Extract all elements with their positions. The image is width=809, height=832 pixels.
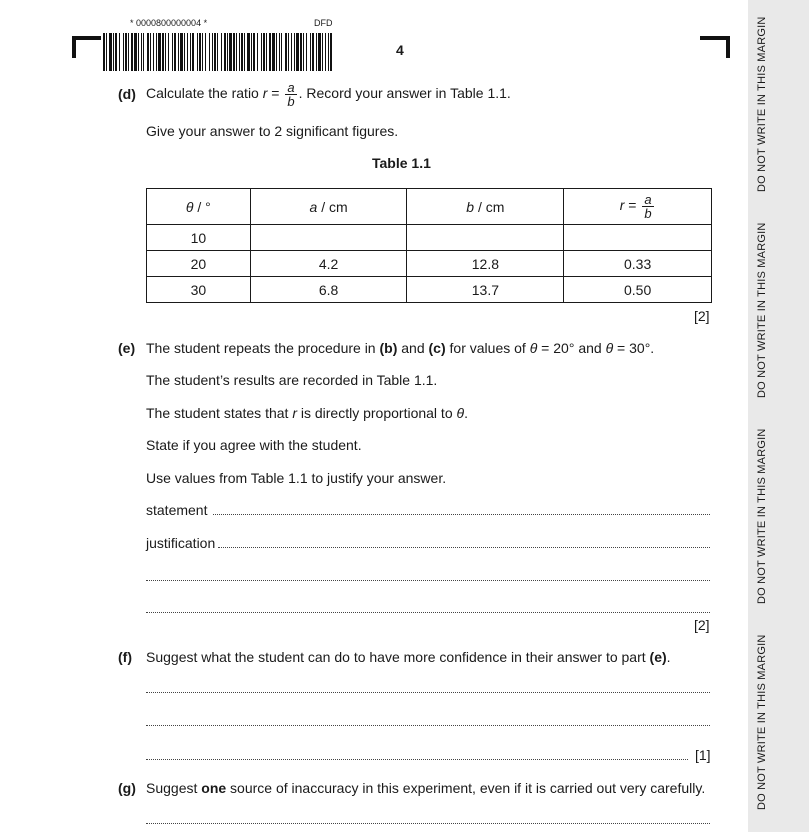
table-title: Table 1.1 (372, 155, 431, 171)
part-g-text: Suggest (146, 780, 202, 796)
part-e-text: and (397, 340, 429, 356)
part-d-instruction: Give your answer to 2 significant figures. (146, 123, 399, 139)
ratio-fraction (285, 81, 296, 108)
part-d-label: (d) (118, 86, 136, 102)
header-r-equals: = (624, 197, 641, 214)
theta-symbol: θ (529, 340, 538, 356)
part-e-line2: The student’s results are recorded in Table 1.1. (146, 372, 438, 388)
header-r-numerator: a (644, 192, 652, 207)
part-f-answer-line[interactable] (146, 692, 710, 693)
justification-answer-line[interactable] (146, 580, 710, 581)
statement-answer-line[interactable] (213, 514, 710, 515)
table-header-row (147, 189, 712, 225)
part-e-text: = 20° and (537, 340, 606, 356)
part-g-answer-line[interactable] (146, 823, 710, 824)
fraction-numerator: a (287, 79, 295, 95)
part-e-text: The student repeats the procedure in (146, 340, 380, 356)
cell-r-input[interactable] (564, 225, 712, 251)
header-r-fraction (642, 193, 653, 220)
dfd-label: DFD (314, 18, 333, 28)
part-g-question (146, 780, 705, 796)
part-f-answer-line[interactable] (146, 759, 688, 760)
part-e-question (146, 340, 654, 356)
part-e-label: (e) (118, 340, 136, 356)
part-f-marks: [1] (695, 747, 711, 763)
part-e-text: The student states that (146, 405, 293, 421)
table-row (147, 251, 712, 277)
justification-answer-line[interactable] (146, 612, 710, 613)
theta-symbol: θ (605, 340, 614, 356)
part-d-marks: [2] (694, 308, 710, 324)
cell-theta: 20 (147, 251, 251, 277)
ratio-var: r (262, 85, 268, 101)
cell-b: 13.7 (407, 277, 564, 303)
header-theta-unit: / ° (193, 198, 211, 215)
part-g-label: (g) (118, 780, 136, 796)
part-d-text-after: . Record your answer in Table 1.1. (298, 85, 511, 101)
margin-notice: DO NOT WRITE IN THIS MARGIN (756, 428, 768, 604)
statement-label: statement (146, 502, 208, 518)
equals: = (267, 85, 284, 101)
emphasis-one: one (201, 780, 227, 796)
header-theta-symbol: θ (185, 198, 194, 215)
cell-r: 0.33 (564, 251, 712, 277)
header-a-symbol: a (309, 198, 318, 215)
header-a (250, 189, 407, 225)
margin-notice: DO NOT WRITE IN THIS MARGIN (756, 634, 768, 810)
results-table (146, 188, 712, 303)
corner-mark-left (72, 36, 101, 40)
ref-part-b: (b) (379, 340, 398, 356)
cell-r: 0.50 (564, 277, 712, 303)
part-e-line5: Use values from Table 1.1 to justify your answer. (146, 470, 447, 486)
part-e-text: is directly proportional to (296, 405, 457, 421)
ref-part-e: (e) (649, 649, 667, 665)
header-b (407, 189, 564, 225)
header-theta (147, 189, 251, 225)
header-b-symbol: b (466, 198, 475, 215)
margin-notice: DO NOT WRITE IN THIS MARGIN (756, 222, 768, 398)
fraction-denominator: b (287, 93, 295, 109)
header-r-denominator: b (644, 206, 652, 221)
cell-a: 6.8 (250, 277, 407, 303)
cell-a: 4.2 (250, 251, 407, 277)
part-f-answer-line[interactable] (146, 725, 710, 726)
corner-mark-right (700, 36, 730, 40)
cell-a-input[interactable] (250, 225, 407, 251)
part-f-question (146, 649, 671, 665)
margin-notice: DO NOT WRITE IN THIS MARGIN (756, 16, 768, 192)
cell-b-input[interactable] (407, 225, 564, 251)
part-e-text: = 30°. (613, 340, 655, 356)
part-d-text-before: Calculate the ratio (146, 85, 263, 101)
part-d-question (146, 78, 511, 108)
header-r (564, 189, 712, 225)
part-e-text: for values of (445, 340, 530, 356)
part-e-text: . (464, 405, 469, 421)
r-symbol: r (292, 405, 297, 421)
header-a-unit: / cm (317, 198, 348, 215)
part-e-line4: State if you agree with the student. (146, 437, 362, 453)
table-row (147, 225, 712, 251)
theta-symbol: θ (456, 405, 465, 421)
part-f-text: . (666, 649, 671, 665)
margin-strip (748, 0, 809, 832)
ref-part-c: (c) (428, 340, 446, 356)
header-b-unit: / cm (474, 198, 505, 215)
cell-theta: 10 (147, 225, 251, 251)
part-f-label: (f) (118, 649, 132, 665)
table-row (147, 277, 712, 303)
part-g-text: source of inaccuracy in this experiment, even if it is carried out very carefully. (226, 780, 706, 796)
barcode (103, 33, 335, 71)
justification-label: justification (146, 535, 216, 551)
header-r-symbol: r (619, 197, 625, 214)
justification-answer-line[interactable] (218, 547, 710, 548)
part-e-line3 (146, 405, 468, 421)
part-e-marks: [2] (694, 617, 710, 633)
part-f-text: Suggest what the student can do to have more confidence in their answer to part (146, 649, 650, 665)
page-number: 4 (396, 42, 404, 58)
cell-theta: 30 (147, 277, 251, 303)
candidate-code: * 0000800000004 * (130, 18, 208, 28)
cell-b: 12.8 (407, 251, 564, 277)
